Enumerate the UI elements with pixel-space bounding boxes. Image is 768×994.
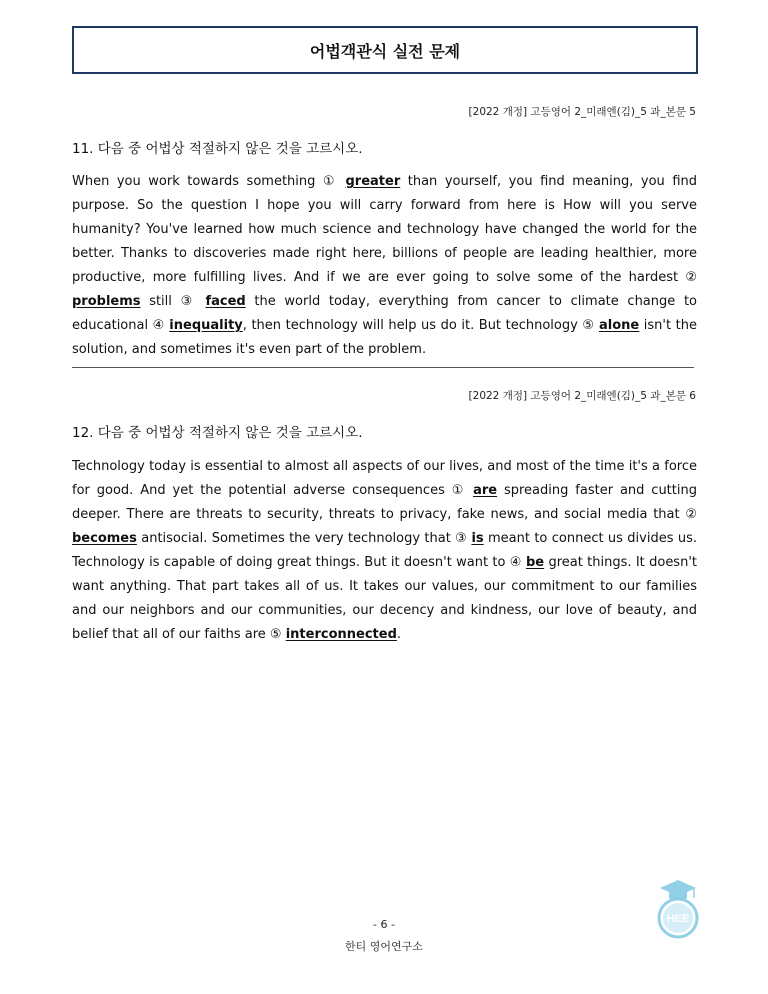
q11-passage — [72, 170, 697, 362]
graduation-cap-icon — [660, 880, 696, 899]
passage-text: the world today, everything from cancer to climate change to educational ④ — [72, 294, 697, 333]
underlined-choice: greater — [345, 174, 401, 189]
passage-text: than yourself, you find meaning, you find purpose. So the question I hope you will carry forward from here is How will you serve humanity? You've learned how much science and technology have changed the world for the better. Thanks to discoveries made right here, billions of people are leading healthier, more productive, more fulfilling lives. And if we are ever going to solve some of the hardest ② — [72, 174, 697, 285]
underlined-choice: becomes — [72, 531, 137, 546]
underlined-choice: are — [473, 483, 498, 498]
q12-passage — [72, 455, 697, 647]
page-number: - 6 - — [373, 918, 395, 931]
underlined-choice: alone — [599, 318, 640, 333]
passage-text: still ③ — [140, 294, 206, 309]
passage-text: When you work towards something ① — [72, 174, 346, 189]
underlined-choice: problems — [72, 294, 141, 309]
footer-organization: 한티 영어연구소 — [345, 940, 423, 953]
q12-question: 12. 다음 중 어법상 적절하지 않은 것을 고르시오. — [72, 425, 363, 441]
logo-text: HEE — [666, 913, 690, 925]
passage-text: meant to connect us divides us. Technology is capable of doing great things. But it doesn't want to ④ — [72, 531, 698, 570]
passage-text: isn't the solution, and sometimes it's even part of the problem. — [72, 318, 697, 357]
passage-text: great things. It doesn't want anything. That part takes all of us. It takes our values, our commitment to our families and our neighbors and our communities, our decency and kindness, our love of beauty, and belief that all of our faiths are ⑤ — [72, 555, 697, 642]
q12-source-meta: [2022 개정] 고등영어 2_미래엔(김)_5 과_본문 6 — [468, 390, 696, 402]
passage-text: Technology today is essential to almost all aspects of our lives, and most of the time it's a force for good. And yet the potential adverse consequences ① — [72, 459, 697, 498]
title-box — [72, 26, 698, 74]
q11-source-meta: [2022 개정] 고등영어 2_미래엔(김)_5 과_본문 5 — [468, 106, 696, 118]
underlined-choice: interconnected — [285, 627, 397, 642]
q11-question: 11. 다음 중 어법상 적절하지 않은 것을 고르시오. — [72, 141, 363, 157]
underlined-choice: faced — [205, 294, 246, 309]
passage-text: antisocial. Sometimes the very technology that ③ — [136, 531, 472, 546]
passage-text: . — [396, 627, 402, 642]
underlined-choice: be — [526, 555, 545, 570]
underlined-choice: inequality — [169, 318, 243, 333]
underlined-choice: is — [471, 531, 484, 546]
section-divider — [72, 367, 694, 368]
passage-text: spreading faster and cutting deeper. There are threats to security, threats to privacy, fake news, and social media that ② — [72, 483, 697, 522]
passage-text: , then technology will help us do it. But technology ⑤ — [242, 318, 599, 333]
page-title: 어법객관식 실전 문제 — [309, 41, 461, 61]
